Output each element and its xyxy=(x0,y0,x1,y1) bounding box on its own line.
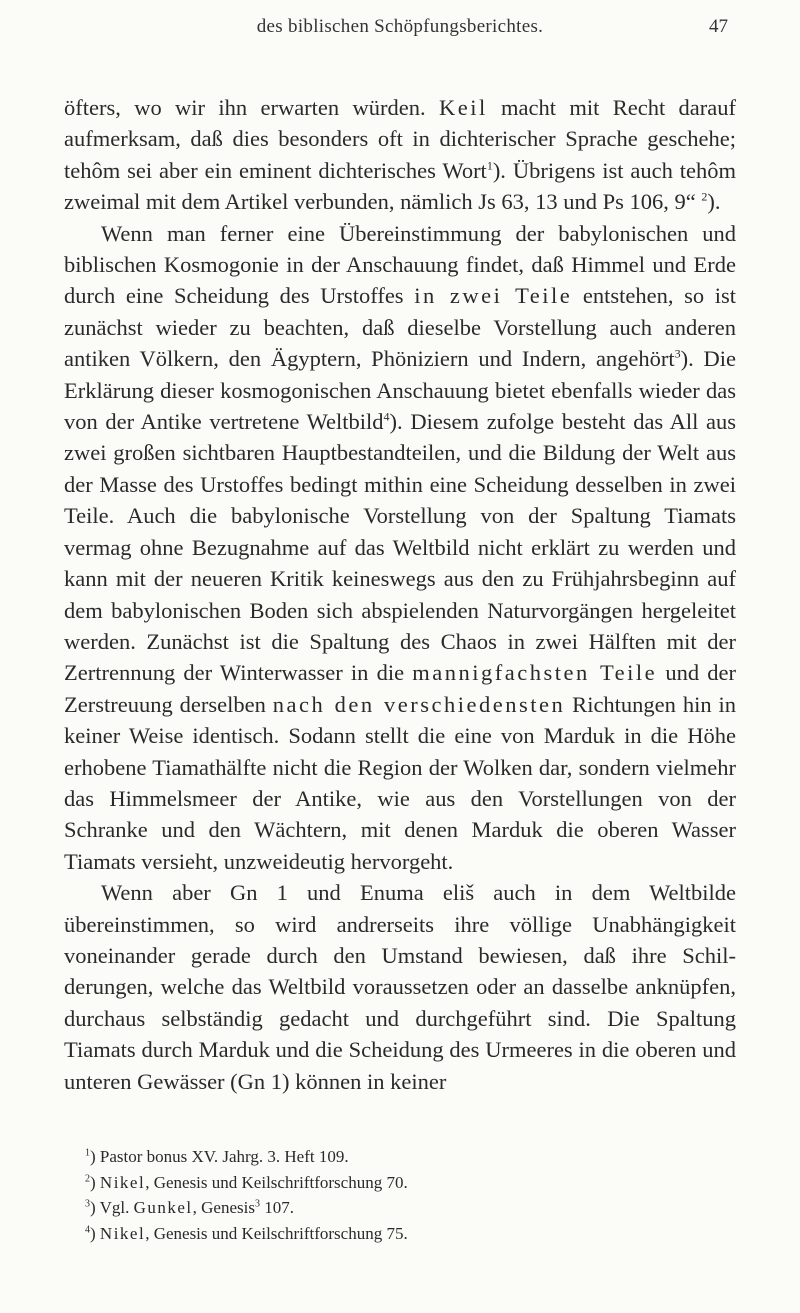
paragraph-3 xyxy=(64,877,736,1097)
text-run: und der Zerstreuung derselben xyxy=(64,660,736,717)
footnote-mark: 1 xyxy=(85,1147,90,1159)
page-number: 47 xyxy=(709,16,728,37)
footnote-ref: 1 xyxy=(486,158,493,173)
text-run: Wenn aber Gn 1 und Enuma eliš auch in dem Weltbilde übereinstimmen, so wird andrerseits ihre völlige Unabhängigkeit voneinander gerade durch den Umstand bewiesen, daß ihre Schilderungen, welche das Weltbild voraussetzen oder an dasselbe anknüpfen, durchaus selbständig gedacht und durchgeführt sind. Die Spaltung Tiamats durch Marduk und die Scheidung des Urmeeres in die oberen und unteren Gewässer (Gn 1) können in keiner xyxy=(64,880,736,1094)
footnote-1 xyxy=(64,1144,736,1170)
author-name-keil: Keil xyxy=(438,95,488,120)
footnote-paren: ) xyxy=(90,1223,100,1243)
footnote-ref: 3 xyxy=(674,346,681,361)
text-run: Richtungen hin in keiner Weise identisch. Sodann stellt die eine von Marduk in die Höhe erhobene Tiamathälfte nicht die Region der Wolken dar, sondern vielmehr das Himmelsmeer der Antike, wie aus den Vorstellungen von der Schranke und den Wächtern, mit denen Marduk die oberen Wasser Tiamats versieht, unzweideutig hervorgeht. xyxy=(64,691,737,874)
text-run: ). Übrigens ist auch tehôm zweimal mit dem Artikel verbunden, nämlich Js 63, 13 und Ps 106, 9“ xyxy=(64,157,736,215)
footnote-paren: ) xyxy=(90,1172,100,1192)
footnote-ref: 2 xyxy=(701,189,708,204)
edition-mark: 3 xyxy=(254,1198,260,1210)
footnote-2 xyxy=(64,1170,736,1196)
footnote-text: ) Vgl. xyxy=(90,1198,134,1217)
paragraph-1 xyxy=(64,92,736,218)
footnote-text: , Genesis und Keilschriftforschung 75. xyxy=(145,1223,408,1243)
running-head xyxy=(0,16,800,46)
footnotes xyxy=(64,1144,736,1246)
text-run: ). xyxy=(707,189,721,215)
text-run: entstehen, so ist zunächst wieder zu beachten, daß dieselbe Vorstellung auch anderen antiken Völkern, den Ägyptern, Phöniziern und Indern, angehört xyxy=(64,283,736,372)
text-run: macht mit Recht darauf aufmerksam, daß dies besonders oft in dichterischer Sprache geschehe; tehôm sei aber ein eminent dichterisches Wort xyxy=(64,95,736,183)
footnote-text: , Genesis und Keilschriftforschung 70. xyxy=(145,1172,408,1192)
footnote-mark: 4 xyxy=(85,1223,90,1235)
footnote-3 xyxy=(64,1195,736,1221)
text-run: ). Diesem zufolge besteht das All aus zwei großen sichtbaren Hauptbestandteilen, und die Bildung der Welt aus der Masse des Urstoffes bedingt mithin eine Scheidung desselben in zwei Teile. Auch die babylonische Vorstellung von der Spaltung Tiamats vermag ohne Bezugnahme auf das Weltbild nicht erklärt zu werden und kann mit der neueren Kritik keineswegs aus den zu Frühjahrsbeginn auf dem babylonischen Boden sich abspielenden Naturvorgängen hergeleitet werden. Zunächst ist die Spaltung des Chaos in zwei Hälften mit der Zertrennung der Winterwasser in die xyxy=(64,409,736,686)
paragraph-2 xyxy=(64,218,736,878)
footnote-ref: 4 xyxy=(383,409,390,424)
footnote-mark: 3 xyxy=(85,1198,90,1210)
author-name: Nikel xyxy=(99,1172,146,1192)
footnote-text: 107. xyxy=(259,1198,294,1217)
footnote-text: ) Pastor bonus XV. Jahrg. 3. Heft 109. xyxy=(90,1147,349,1166)
emphasis-spaced: mannigfachsten Teile xyxy=(412,660,658,686)
author-name: Gunkel xyxy=(133,1198,193,1217)
text-run: Wenn man ferner eine Übereinstimmung der babylonischen und biblischen Kosmogonie in der Anschauung findet, daß Himmel und Erde durch eine Scheidung des Urstoffes xyxy=(64,220,736,309)
emphasis-spaced: nach den verschiedensten xyxy=(272,691,566,717)
text-run: öfters, wo wir ihn erwarten würden. xyxy=(64,95,439,120)
author-name: Nikel xyxy=(99,1223,146,1243)
running-head-title: des biblischen Schöpfungsberichtes. xyxy=(256,16,544,37)
footnote-mark: 2 xyxy=(85,1172,90,1184)
footnote-4 xyxy=(64,1221,736,1247)
emphasis-spaced: in zwei Teile xyxy=(414,283,573,309)
footnote-text: , Genesis xyxy=(192,1198,255,1217)
text-run: ). Die Erklärung dieser kosmogonischen Anschauung bietet ebenfalls wieder das von der Antike vertretene Weltbild xyxy=(64,346,737,435)
body-text xyxy=(64,92,736,1097)
